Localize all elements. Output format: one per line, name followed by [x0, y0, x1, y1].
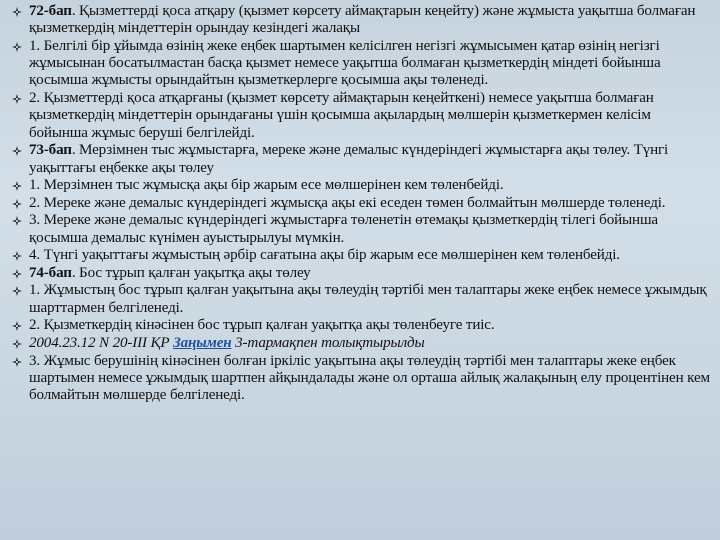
- list-item: [8, 38, 712, 90]
- item-text: 4. Түнгі уақыттағы жұмыстың әрбір сағатына ақы бір жарым есе мөлшерінен кем төленбейді.: [29, 247, 620, 264]
- item-text: 2. Қызметтерді қоса атқарғаны (қызмет көрсету аймақтарын кеңейткені) немесе уақытша болмаған қызметкердің міндеттерін орындағаны үшін қосымша ақылардың мөлшерін қызметкермен келісім бойынша жұмыс беруші белгілейді.: [29, 90, 654, 141]
- diamond-star-bullet-icon: [12, 216, 22, 226]
- list-item-article-73: [8, 142, 712, 177]
- diamond-star-bullet-icon: [12, 199, 22, 209]
- list-item-article-72: [8, 3, 712, 38]
- list-item: [8, 317, 712, 334]
- list-item: [8, 247, 712, 264]
- diamond-star-bullet-icon: [12, 286, 22, 296]
- item-text: 3. Жұмыс берушінің кінәсінен болған іркіліс уақытына ақы төлеудің тәртібі мен талаптары жеке еңбек шартымен немесе ұжымдық шартпен айқындалады және ол орташа айлық жалақының елу процентінен кем болмайтын мөлшерде белгіленеді.: [29, 352, 710, 404]
- amendment-prefix: 2004.23.12 N 20-III ҚР: [29, 334, 174, 351]
- list-item: [8, 353, 712, 405]
- diamond-star-bullet-icon: [12, 7, 22, 17]
- list-item: [8, 212, 712, 247]
- article-number: 72-бап: [29, 3, 72, 19]
- article-number: 74-бап: [29, 264, 72, 281]
- item-text: 1. Жұмыстың бос тұрып қалған уақытына ақы төлеудің тәртібі мен талаптары жеке еңбек немесе ұжымдық шарттармен белгіленеді.: [29, 282, 707, 316]
- list-item: [8, 90, 712, 142]
- list-item-article-74: [8, 265, 712, 282]
- list-item: [8, 177, 712, 194]
- diamond-star-bullet-icon: [12, 321, 22, 331]
- article-title: . Мерзімнен тыс жұмыстарға, мереке және демалыс күндеріндегі жұмыстарға ақы төлеу. Түнгі уақыттағы еңбекке ақы төлеу: [29, 142, 669, 176]
- diamond-star-bullet-icon: [12, 42, 22, 52]
- diamond-star-bullet-icon: [12, 269, 22, 279]
- diamond-star-bullet-icon: [12, 357, 22, 367]
- amendment-suffix: 3-тармақпен толықтырылды: [231, 334, 425, 351]
- list-item-amendment-note: [8, 335, 712, 352]
- diamond-star-bullet-icon: [12, 251, 22, 261]
- article-list: [8, 3, 712, 404]
- item-text: 2. Қызметкердің кінәсінен бос тұрып қалған уақытқа ақы төленбеуге тиіс.: [29, 317, 495, 334]
- item-text: 1. Белгілі бір ұйымда өзінің жеке еңбек шартымен келісілген негізгі жұмысымен қатар өзінің негізгі жұмысынан босатылмастан басқа қызмет немесе уақытша болмаған қызметкердің міндеті бойынша қосымша жұмысты орындайтын қызметкерлерге қосымша ақы төленеді.: [29, 37, 661, 89]
- diamond-star-bullet-icon: [12, 146, 22, 156]
- list-item: [8, 282, 712, 317]
- item-text: 1. Мерзімнен тыс жұмысқа ақы бір жарым есе мөлшерінен кем төленбейді.: [29, 177, 504, 194]
- list-item: [8, 195, 712, 212]
- item-text: 3. Мереке және демалыс күндеріндегі жұмыстарға төленетін өтемақы қызметкердің тілегі бойынша қосымша демалыс күнімен ауыстырылуы мүмкін.: [29, 212, 658, 246]
- diamond-star-bullet-icon: [12, 339, 22, 349]
- article-title: . Бос тұрып қалған уақытқа ақы төлеу: [71, 264, 311, 281]
- article-title: . Қызметтерді қоса атқару (қызмет көрсету аймақтарын кеңейту) және жұмыста уақытша болмаған қызметкердің міндеттерін орындау кезіндегі жалақы: [29, 3, 696, 37]
- diamond-star-bullet-icon: [12, 181, 22, 191]
- law-link[interactable]: Заңымен: [173, 334, 232, 351]
- item-text: 2. Мереке және демалыс күндеріндегі жұмысқа ақы екі еседен төмен болмайтын мөлшерде төленеді.: [29, 194, 666, 211]
- diamond-star-bullet-icon: [12, 94, 22, 104]
- article-number: 73-бап: [29, 142, 72, 159]
